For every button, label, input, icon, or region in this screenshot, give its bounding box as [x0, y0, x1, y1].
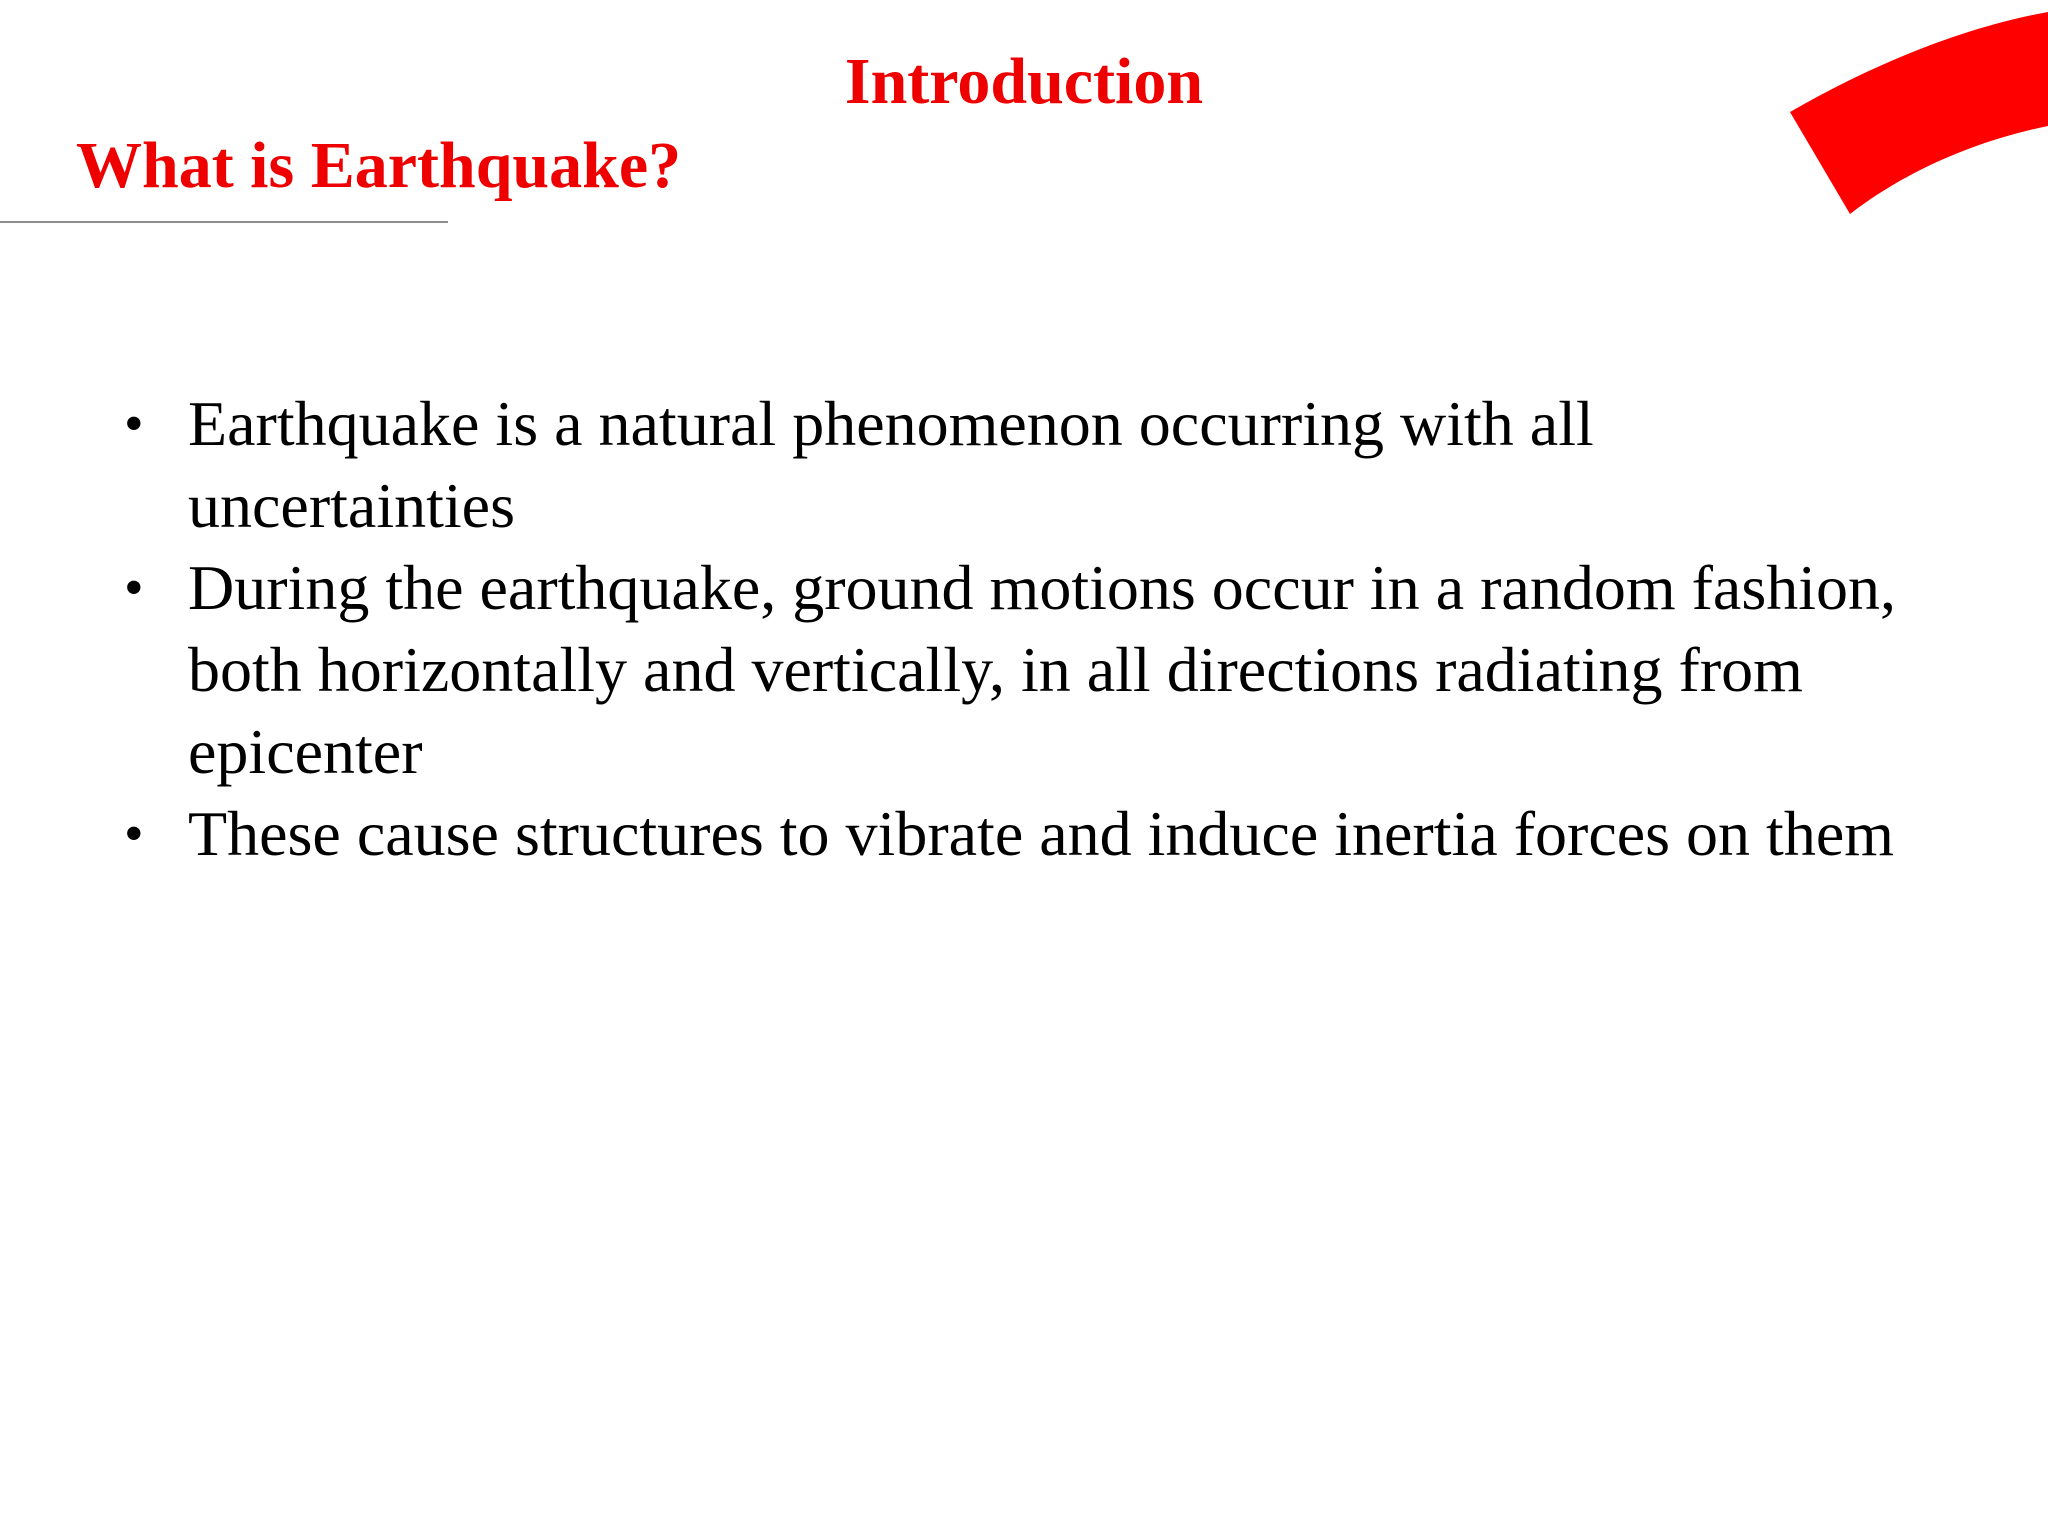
section-title: What is Earthquake? [76, 129, 682, 202]
bullet-item [124, 547, 1904, 793]
bullet-dot-icon: • [124, 557, 144, 619]
bullet-dot-icon: • [124, 393, 144, 455]
bullet-item [124, 383, 1904, 547]
bullet-text: These cause structures to vibrate and induce inertia forces on them [188, 798, 1894, 869]
header-title: Introduction [844, 45, 1204, 118]
bullet-list [124, 383, 1904, 875]
title-underline [0, 221, 448, 223]
bullet-item [124, 793, 1904, 875]
bullet-dot-icon: • [124, 803, 144, 865]
bullet-text: During the earthquake, ground motions occur in a random fashion, both horizontally and vertically, in all directions radiating from epicenter [188, 552, 1896, 787]
bullet-text: Earthquake is a natural phenomenon occurring with all uncertainties [188, 388, 1594, 541]
